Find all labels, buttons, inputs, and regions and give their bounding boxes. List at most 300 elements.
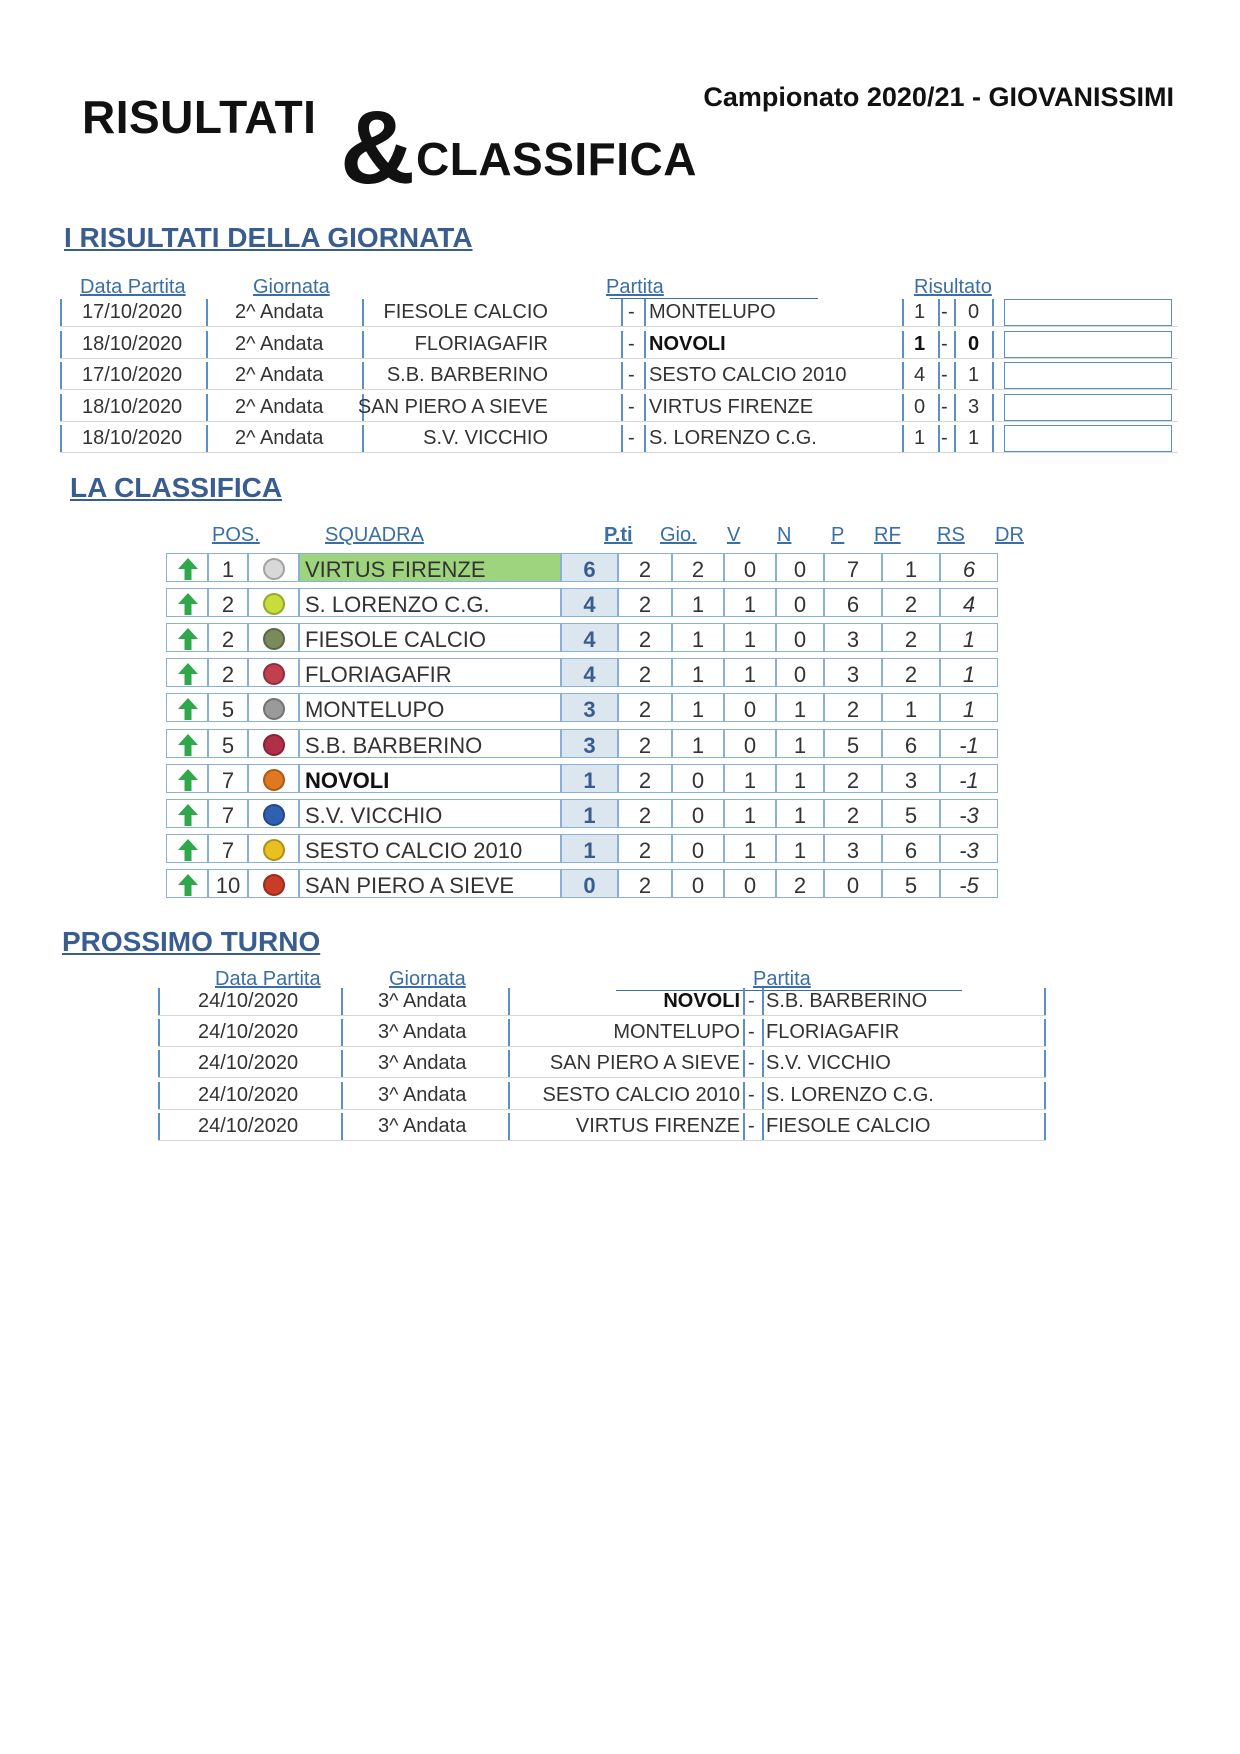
position: 2 — [208, 588, 248, 617]
match-separator: - — [748, 1083, 755, 1106]
away-team: S. LORENZO C.G. — [649, 427, 817, 449]
away-team: S. LORENZO C.G. — [766, 1083, 934, 1106]
wins: 1 — [672, 588, 724, 617]
position: 2 — [208, 658, 248, 687]
standings-row — [166, 588, 1026, 619]
goals-against: 1 — [882, 553, 940, 582]
standings-header-won: V — [727, 524, 741, 546]
match-round: 2^ Andata — [235, 364, 324, 386]
draws: 1 — [724, 799, 776, 828]
team-logo-icon — [263, 558, 285, 580]
next-round-row — [158, 987, 1046, 1016]
col-divider — [621, 394, 623, 421]
wins: 0 — [672, 834, 724, 863]
games-played: 2 — [618, 693, 672, 722]
col-divider — [938, 394, 940, 421]
standings-header-played: Gio. — [660, 524, 697, 546]
col-divider — [644, 394, 646, 421]
standings-header-team: SQUADRA — [325, 524, 424, 546]
team-logo-icon — [263, 593, 285, 615]
team-name: VIRTUS FIRENZE — [299, 553, 561, 582]
away-team: FLORIAGAFIR — [766, 1021, 900, 1044]
draws: 0 — [724, 693, 776, 722]
home-team: VIRTUS FIRENZE — [575, 1114, 740, 1137]
standings-row — [166, 869, 1026, 900]
results-row — [60, 330, 1178, 359]
up-arrow-icon — [176, 592, 200, 616]
match-separator: - — [628, 364, 635, 386]
col-divider — [508, 1082, 510, 1109]
standings-row — [166, 658, 1026, 689]
col-divider — [992, 394, 994, 421]
wins: 1 — [672, 658, 724, 687]
match-round: 3^ Andata — [378, 990, 467, 1012]
wins: 1 — [672, 729, 724, 758]
goal-difference: -5 — [940, 869, 998, 898]
team-name: FLORIAGAFIR — [299, 658, 561, 687]
games-played: 2 — [618, 729, 672, 758]
goals-against: 5 — [882, 869, 940, 898]
col-divider — [206, 425, 208, 452]
match-round: 3^ Andata — [378, 1021, 467, 1044]
losses: 1 — [776, 764, 824, 793]
position: 10 — [208, 869, 248, 898]
standings-row — [166, 764, 1026, 795]
team-logo-icon — [263, 874, 285, 896]
team-name: S.V. VICCHIO — [299, 799, 561, 828]
results-header-match: Partita — [606, 276, 664, 298]
away-team: NOVOLI — [649, 332, 726, 355]
match-separator: - — [748, 990, 755, 1012]
up-arrow-icon — [176, 838, 200, 862]
page-title-right: CLASSIFICA — [416, 133, 697, 185]
col-divider — [1044, 1019, 1046, 1046]
points: 3 — [561, 729, 618, 758]
position: 2 — [208, 623, 248, 652]
points: 1 — [561, 799, 618, 828]
col-divider — [938, 425, 940, 452]
col-divider — [743, 1082, 745, 1109]
home-team: SESTO CALCIO 2010 — [542, 1083, 740, 1106]
standings-header-lost: P — [831, 524, 845, 546]
match-date: 24/10/2020 — [198, 1052, 299, 1075]
home-team: FIESOLE CALCIO — [383, 301, 548, 323]
col-divider — [362, 425, 364, 452]
up-arrow-icon — [176, 697, 200, 721]
team-logo-icon — [263, 769, 285, 791]
goals-against: 2 — [882, 658, 940, 687]
logo-cell — [248, 729, 299, 758]
draws: 0 — [724, 729, 776, 758]
col-divider — [206, 299, 208, 326]
home-team: S.B. BARBERINO — [386, 364, 548, 386]
match-round: 3^ Andata — [378, 1114, 467, 1137]
results-row — [60, 298, 1178, 327]
score-separator: - — [941, 427, 948, 449]
standings-row — [166, 729, 1026, 760]
team-name: S. LORENZO C.G. — [299, 588, 561, 617]
home-team: SAN PIERO A SIEVE — [549, 1052, 740, 1075]
home-team: FLORIAGAFIR — [414, 332, 548, 355]
home-team: SAN PIERO A SIEVE — [357, 395, 548, 418]
up-arrow-icon — [176, 768, 200, 792]
home-team: MONTELUPO — [613, 1021, 740, 1044]
team-logo-icon — [263, 663, 285, 685]
trend-cell — [166, 693, 208, 722]
wins: 0 — [672, 869, 724, 898]
col-divider — [60, 331, 62, 358]
position: 5 — [208, 693, 248, 722]
empty-cell — [1004, 331, 1172, 358]
team-name: SAN PIERO A SIEVE — [299, 869, 561, 898]
points: 0 — [561, 869, 618, 898]
wins: 2 — [672, 553, 724, 582]
trend-cell — [166, 834, 208, 863]
col-divider — [341, 1113, 343, 1140]
team-logo-icon — [263, 698, 285, 720]
goals-for: 5 — [824, 729, 882, 758]
results-section-title: I RISULTATI DELLA GIORNATA — [64, 222, 473, 253]
wins: 0 — [672, 764, 724, 793]
home-team: S.V. VICCHIO — [423, 427, 548, 449]
away-goals: 1 — [968, 364, 980, 386]
games-played: 2 — [618, 834, 672, 863]
standings-row — [166, 553, 1026, 584]
match-date: 24/10/2020 — [198, 990, 299, 1012]
losses: 0 — [776, 658, 824, 687]
col-divider — [158, 1019, 160, 1046]
score-separator: - — [941, 395, 948, 418]
next-header-date: Data Partita — [215, 968, 321, 990]
match-round: 2^ Andata — [235, 301, 324, 323]
losses: 0 — [776, 588, 824, 617]
losses: 1 — [776, 693, 824, 722]
away-team: MONTELUPO — [649, 301, 776, 323]
next-round-row — [158, 1049, 1046, 1078]
col-divider — [992, 362, 994, 389]
points: 4 — [561, 623, 618, 652]
losses: 2 — [776, 869, 824, 898]
goal-difference: 6 — [940, 553, 998, 582]
match-date: 18/10/2020 — [82, 427, 183, 449]
championship-title: Campionato 2020/21 - GIOVANISSIMI — [703, 82, 1174, 112]
team-name: MONTELUPO — [299, 693, 561, 722]
col-divider — [206, 331, 208, 358]
match-separator: - — [628, 332, 635, 355]
results-row — [60, 393, 1178, 422]
standings-row — [166, 834, 1026, 865]
col-divider — [762, 1050, 764, 1077]
col-divider — [1044, 1082, 1046, 1109]
losses: 1 — [776, 799, 824, 828]
logo-cell — [248, 834, 299, 863]
match-round: 2^ Andata — [235, 332, 324, 355]
match-separator: - — [628, 427, 635, 449]
away-team: VIRTUS FIRENZE — [649, 395, 814, 418]
away-goals: 1 — [968, 427, 980, 449]
next-header-round: Giornata — [389, 968, 466, 990]
col-divider — [158, 1082, 160, 1109]
col-divider — [902, 394, 904, 421]
results-row — [60, 424, 1178, 453]
col-divider — [206, 394, 208, 421]
goals-for: 3 — [824, 834, 882, 863]
col-divider — [938, 331, 940, 358]
position: 7 — [208, 764, 248, 793]
goals-against: 1 — [882, 693, 940, 722]
standings-header-goals-for: RF — [874, 524, 901, 546]
col-divider — [743, 1113, 745, 1140]
goals-against: 2 — [882, 623, 940, 652]
standings-row — [166, 799, 1026, 830]
col-divider — [206, 362, 208, 389]
row-divider — [60, 421, 1178, 422]
away-team: FIESOLE CALCIO — [766, 1114, 931, 1137]
logo-cell — [248, 693, 299, 722]
col-divider — [362, 362, 364, 389]
col-divider — [158, 1113, 160, 1140]
points: 1 — [561, 834, 618, 863]
goal-difference: 1 — [940, 658, 998, 687]
col-divider — [158, 988, 160, 1015]
col-divider — [621, 331, 623, 358]
col-divider — [644, 299, 646, 326]
team-name: NOVOLI — [299, 764, 561, 793]
home-goals: 1 — [914, 332, 926, 355]
goals-for: 3 — [824, 623, 882, 652]
draws: 0 — [724, 553, 776, 582]
col-divider — [362, 331, 364, 358]
wins: 1 — [672, 693, 724, 722]
home-team: NOVOLI — [663, 990, 740, 1012]
col-divider — [954, 394, 956, 421]
match-date: 18/10/2020 — [82, 332, 183, 355]
col-divider — [341, 1019, 343, 1046]
match-date: 24/10/2020 — [198, 1114, 299, 1137]
standings-row — [166, 623, 1026, 654]
row-divider — [60, 358, 1178, 359]
logo-cell — [248, 764, 299, 793]
empty-cell — [1004, 362, 1172, 389]
losses: 1 — [776, 834, 824, 863]
logo-cell — [248, 588, 299, 617]
col-divider — [938, 362, 940, 389]
match-separator: - — [748, 1114, 755, 1137]
col-divider — [954, 362, 956, 389]
home-goals: 1 — [914, 301, 926, 323]
goal-difference: 1 — [940, 623, 998, 652]
results-header-result: Risultato — [914, 276, 992, 298]
wins: 1 — [672, 623, 724, 652]
col-divider — [158, 1050, 160, 1077]
col-divider — [762, 988, 764, 1015]
trend-cell — [166, 658, 208, 687]
goals-against: 2 — [882, 588, 940, 617]
col-divider — [508, 988, 510, 1015]
goals-for: 2 — [824, 693, 882, 722]
match-round: 3^ Andata — [378, 1052, 467, 1075]
goals-against: 6 — [882, 729, 940, 758]
up-arrow-icon — [176, 662, 200, 686]
col-divider — [762, 1113, 764, 1140]
away-goals: 0 — [968, 332, 980, 355]
team-logo-icon — [263, 804, 285, 826]
col-divider — [902, 362, 904, 389]
goals-for: 0 — [824, 869, 882, 898]
match-round: 2^ Andata — [235, 395, 324, 418]
games-played: 2 — [618, 764, 672, 793]
match-date: 17/10/2020 — [82, 364, 183, 386]
draws: 1 — [724, 834, 776, 863]
goals-against: 5 — [882, 799, 940, 828]
up-arrow-icon — [176, 557, 200, 581]
position: 1 — [208, 553, 248, 582]
results-row — [60, 361, 1178, 390]
col-divider — [954, 331, 956, 358]
goals-for: 6 — [824, 588, 882, 617]
away-team: SESTO CALCIO 2010 — [649, 364, 847, 386]
match-separator: - — [628, 301, 635, 323]
col-divider — [954, 425, 956, 452]
col-divider — [621, 299, 623, 326]
col-divider — [341, 1050, 343, 1077]
col-divider — [621, 425, 623, 452]
col-divider — [362, 299, 364, 326]
col-divider — [992, 299, 994, 326]
away-goals: 0 — [968, 301, 980, 323]
draws: 1 — [724, 623, 776, 652]
goal-difference: 1 — [940, 693, 998, 722]
row-divider — [60, 326, 1178, 327]
logo-cell — [248, 553, 299, 582]
up-arrow-icon — [176, 733, 200, 757]
score-separator: - — [941, 301, 948, 323]
trend-cell — [166, 729, 208, 758]
home-goals: 1 — [914, 427, 926, 449]
next-round-section-title: PROSSIMO TURNO — [62, 926, 321, 957]
match-date: 24/10/2020 — [198, 1083, 299, 1106]
col-divider — [938, 299, 940, 326]
title-ampersand: & — [340, 90, 416, 206]
draws: 1 — [724, 764, 776, 793]
col-divider — [60, 394, 62, 421]
col-divider — [743, 1019, 745, 1046]
col-divider — [902, 331, 904, 358]
logo-cell — [248, 799, 299, 828]
next-header-match: Partita — [753, 968, 811, 990]
next-round-row — [158, 1112, 1046, 1141]
standings-row — [166, 693, 1026, 724]
goals-against: 6 — [882, 834, 940, 863]
games-played: 2 — [618, 799, 672, 828]
score-separator: - — [941, 332, 948, 355]
results-header-round: Giornata — [253, 276, 330, 298]
col-divider — [992, 331, 994, 358]
losses: 0 — [776, 623, 824, 652]
up-arrow-icon — [176, 803, 200, 827]
match-round: 3^ Andata — [378, 1083, 467, 1106]
col-divider — [743, 988, 745, 1015]
standings-header-pos: POS. — [212, 524, 260, 546]
standings-header-points: P.ti — [604, 524, 633, 546]
match-date: 18/10/2020 — [82, 395, 183, 418]
col-divider — [762, 1019, 764, 1046]
up-arrow-icon — [176, 873, 200, 897]
draws: 1 — [724, 658, 776, 687]
away-team: S.B. BARBERINO — [766, 990, 928, 1012]
col-divider — [644, 362, 646, 389]
match-separator: - — [748, 1021, 755, 1044]
away-team: S.V. VICCHIO — [766, 1052, 891, 1075]
match-separator: - — [628, 395, 635, 418]
logo-cell — [248, 658, 299, 687]
draws: 1 — [724, 588, 776, 617]
goal-difference: -1 — [940, 764, 998, 793]
team-logo-icon — [263, 628, 285, 650]
points: 4 — [561, 588, 618, 617]
position: 7 — [208, 834, 248, 863]
wins: 0 — [672, 799, 724, 828]
col-divider — [341, 1082, 343, 1109]
position: 5 — [208, 729, 248, 758]
page-title-left: RISULTATI — [82, 91, 317, 143]
points: 3 — [561, 693, 618, 722]
results-header-date: Data Partita — [80, 276, 186, 298]
goals-against: 3 — [882, 764, 940, 793]
col-divider — [902, 425, 904, 452]
games-played: 2 — [618, 658, 672, 687]
goals-for: 2 — [824, 764, 882, 793]
points: 4 — [561, 658, 618, 687]
trend-cell — [166, 869, 208, 898]
trend-cell — [166, 764, 208, 793]
col-divider — [644, 425, 646, 452]
team-name: SESTO CALCIO 2010 — [299, 834, 561, 863]
col-divider — [508, 1050, 510, 1077]
col-divider — [60, 425, 62, 452]
points: 1 — [561, 764, 618, 793]
team-logo-icon — [263, 839, 285, 861]
up-arrow-icon — [176, 627, 200, 651]
games-played: 2 — [618, 869, 672, 898]
row-divider — [60, 389, 1178, 390]
points: 6 — [561, 553, 618, 582]
trend-cell — [166, 623, 208, 652]
position: 7 — [208, 799, 248, 828]
standings-header-goal-diff: DR — [995, 524, 1024, 546]
score-separator: - — [941, 364, 948, 386]
col-divider — [992, 425, 994, 452]
col-divider — [508, 1113, 510, 1140]
match-date: 17/10/2020 — [82, 301, 183, 323]
team-logo-icon — [263, 734, 285, 756]
trend-cell — [166, 799, 208, 828]
away-goals: 3 — [968, 395, 980, 418]
home-goals: 4 — [914, 364, 926, 386]
team-name: FIESOLE CALCIO — [299, 623, 561, 652]
col-divider — [1044, 1050, 1046, 1077]
losses: 0 — [776, 553, 824, 582]
col-divider — [954, 299, 956, 326]
col-divider — [621, 362, 623, 389]
col-divider — [743, 1050, 745, 1077]
col-divider — [1044, 988, 1046, 1015]
col-divider — [341, 988, 343, 1015]
games-played: 2 — [618, 588, 672, 617]
goal-difference: -1 — [940, 729, 998, 758]
row-divider — [60, 452, 1178, 453]
empty-cell — [1004, 394, 1172, 421]
